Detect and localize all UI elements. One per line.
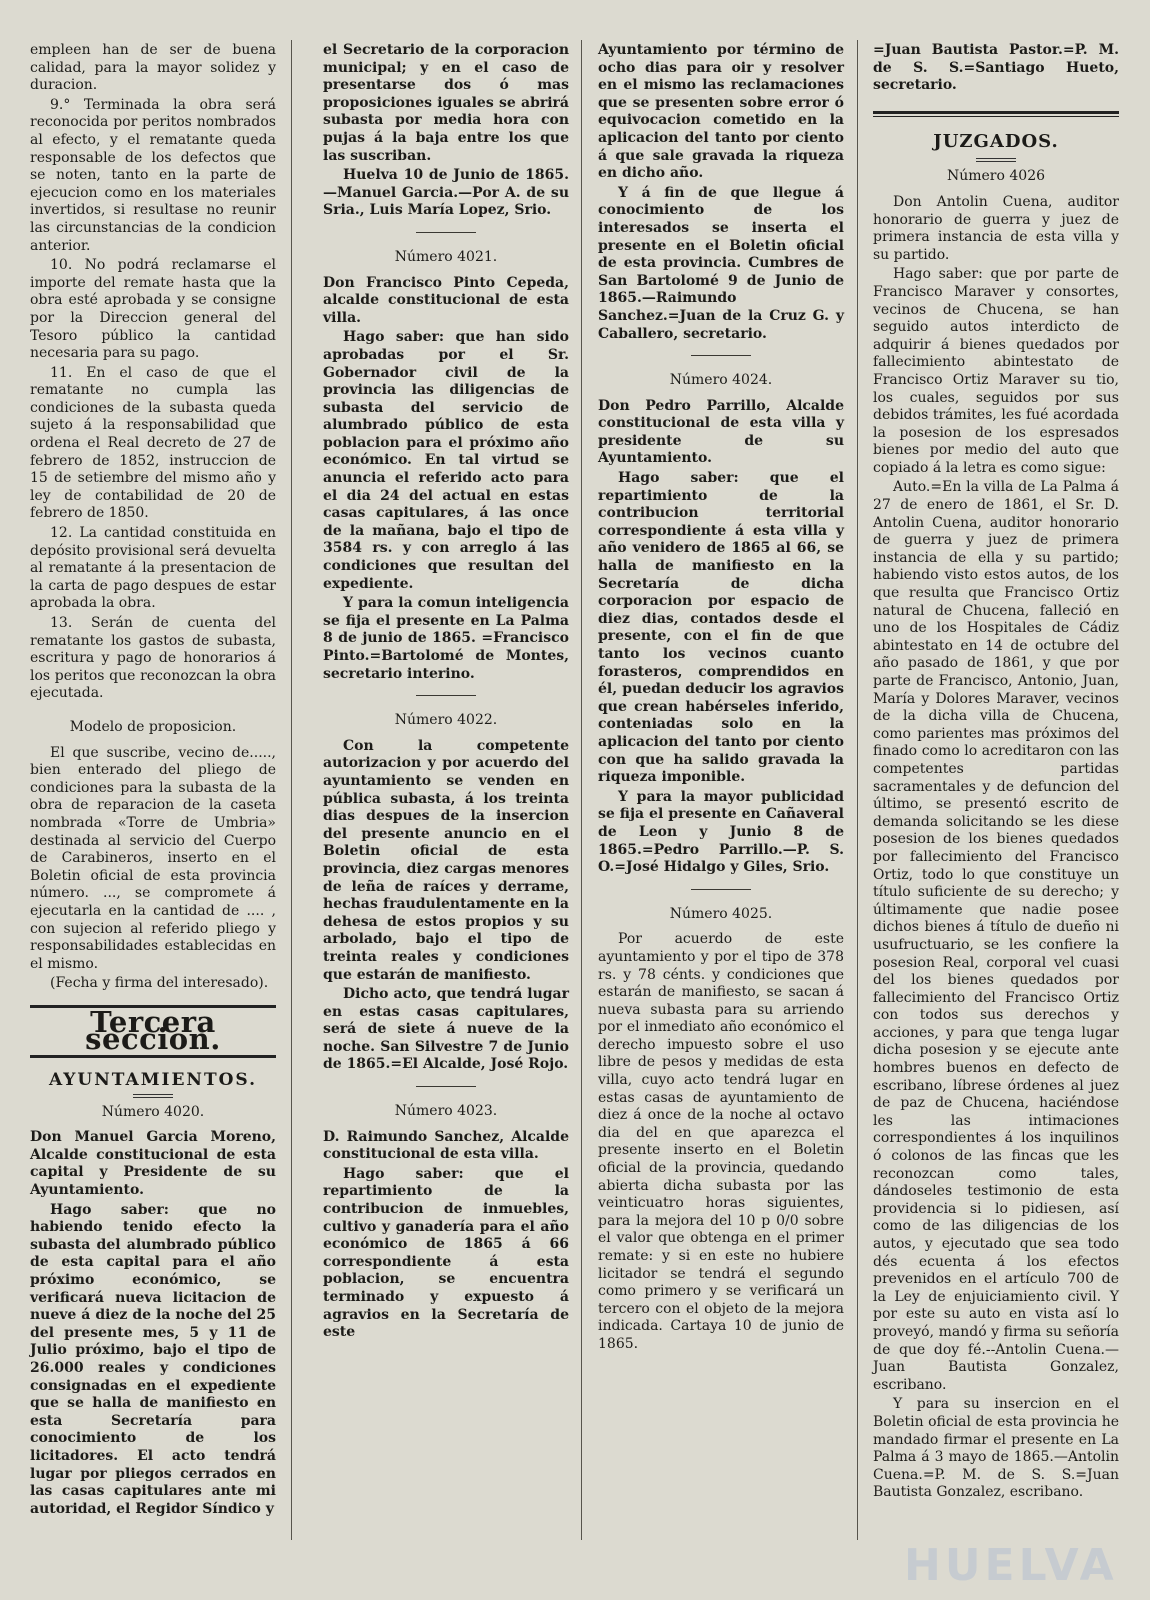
notice-number: Número 4024. — [669, 372, 773, 389]
paragraph: Dicho acto, que tendrá lugar en estas casas capitulares, será de siete á nueve de la noche. San Silvestre 7 de Junio de 1865.=El Alcalde, José Rojo. — [323, 986, 569, 1073]
divider — [873, 111, 1119, 117]
paragraph: 13. Serán de cuenta del rematante los gastos de subasta, escritura y pago de honorarios á los peritos que reconozcan la obra ejecutada. — [30, 615, 276, 702]
paragraph: Ayuntamiento por término de ocho dias para oir y resolver en el mismo las reclamaciones que se presenten sobre error ó equivocacion cometido en la aplicacion del tanto por ciento á que sale gravada la riqueza en dicho año. — [598, 42, 844, 182]
paragraph: Hago saber: que el repartimiento de la contribucion de inmuebles, cultivo y ganadería para el año económico de 1865 á 66 correspondiente á esta poblacion, se encuentra terminado y expuesto á agravios en la Secretaría de este — [323, 1165, 569, 1341]
paragraph: Y para su insercion en el Boletin oficial de esta provincia he mandado firmar el presente en La Palma á 3 mayo de 1865.—Antolin Cuena.=P. M. de S. S.=Juan Bautista Gonzalez, escribano. — [873, 1396, 1119, 1501]
column-divider — [291, 40, 292, 1540]
paragraph: El que suscribe, vecino de....., bien enterado del pliego de condiciones para la subasta de la obra de reparacion de la caseta nombrada «Torre de Umbria» destinada al servicio del Cuerpo de Carabineros, inserto en el Boletin oficial de esta provincia número. ..., se compromete á ejecutarla en la cantidad de .... , con sujecion al referido pliego y responsabilidades establecidas en el mismo. — [30, 744, 276, 972]
paragraph: Por acuerdo de este ayuntamiento y por el tipo de 378 rs. y 78 cénts. y condiciones que estarán de manifiesto, se sacan á nueva subasta para su arriendo por el inmediato año económico el derecho impuesto sobre el uso libre de pesos y medidas de esta villa, cuyo acto tendrá lugar en estas casas de ayuntamiento de diez á once de la noche al octavo dia del en que aparezca el presente inserto en el Boletin oficial de la provincia, quedando abierta dicha subasta por las veinticuatro horas siguientes, para la mejora del 10 p 0/0 sobre el valor que obtenga en el primer remate: y si en este no hubiere licitador se tendrá el segundo como primero y se verificará un tercero con el objeto de la mejora indicada. Cartaya 10 de junio de 1865. — [598, 931, 844, 1352]
divider — [416, 695, 476, 696]
paragraph: Y para la comun inteligencia se fija el presente en La Palma 8 de junio de 1865. =Francisco Pinto.=Bartolomé de Montes, secretario interino. — [323, 595, 569, 682]
notice-number: Número 4022. — [394, 712, 498, 729]
notice-heading: Don Francisco Pinto Cepeda, alcalde constitucional de esta villa. — [323, 274, 569, 326]
notice-number: Número 4025. — [669, 905, 773, 922]
paragraph: =Juan Bautista Pastor.=P. M. de S. S.=Santiago Hueto, secretario. — [873, 42, 1119, 94]
paragraph: Hago saber: que han sido aprobadas por el Sr. Gobernador civil de la provincia las diligencias de subasta del servicio de alumbrado público de esta poblacion para el próximo año económico. En tal virtud se anuncia el referido acto para el dia 24 del actual en estas casas capitulares, á las once de la mañana, bajo el tipo de 3584 rs. y con arreglo á las condiciones que resultan del expediente. — [323, 329, 569, 592]
archive-watermark: HUELVA — [904, 1540, 1118, 1591]
paragraph: Auto.=En la villa de La Palma á 27 de enero de 1861, el Sr. D. Antolin Cuena, auditor honorario de guerra y juez de primera instancia de ella y su partido; habiendo visto estos autos, de los que resulta que Francisco Ortiz natural de Chucena, falleció en uno de los Hospitales de Cádiz abintestato en 14 de octubre del año pasado de 1861, y que por parte de Francisco, Antonio, Juan, María y Dolores Maraver, vecinos de la dicha villa de Chucena, como parientes mas próximos del finado como lo acreditaron con las competentes partidas sacramentales y de defuncion del último, se presentó escrito de demanda solicitando se les diese posesion de los bienes quedados por fallecimiento del Francisco Ortiz, todo lo que constituye un título suficiente de su derecho; y últimamente que nadie posee dichos bienes á título de dueño ni usufructuario, se les confiere la posesion Real, corporal vel cuasi del los bienes quedados por fallecimiento del Francisco Ortiz con todos sus derechos y acciones, y para que tenga lugar dicha posesion y se ejecute ante hombres buenos en defecto de escribano, líbrese órdenes al juez de paz de Chucena, haciéndose les las intimaciones correspondientes á los inquilinos ó colonos de las fincas que les reconozcan como tales, dándoseles testimonio de esta providencia si lo pidiesen, así como de las diligencias de los autos, y ejecutado que sea todo dés ecuenta á los efectos prevenidos en el artículo 700 de la Ley de enjuiciamiento civil. Y por este su auto en vista así lo proveyó, mandó y firma su señoría de que doy fé.--Antolin Cuena.—Juan Bautista Gonzalez, escribano. — [873, 479, 1119, 1393]
paragraph: Hago saber: que el repartimiento de la contribucion territorial correspondiente á esta villa y año venidero de 1865 al 66, se halla de manifiesto en la Secretaría de dicha corporacion por espacio de diez dias, contados desde el presente, con el fin de que tanto los vecinos cuanto forasteros, comprendidos en él, puedan deducir los agravios que crean habérseles inferido, conteniadas solo en la aplicacion del tanto por ciento con que ha salido gravada la riqueza imponible. — [598, 470, 844, 786]
subsection-heading: JUZGADOS. — [933, 130, 1059, 152]
model-title: Modelo de proposicion. — [69, 718, 237, 735]
paragraph: 11. En el caso de que el rematante no cumpla las condiciones de la subasta queda sujeto á la responsabilidad que ordena el Real decreto de 27 de febrero de 1852, instruccion de 15 de setiembre del mismo año y ley de contabilidad de 20 de febrero de 1850. — [30, 364, 276, 522]
divider — [691, 355, 751, 356]
divider — [416, 232, 476, 233]
divider — [691, 889, 751, 890]
notice-number: Número 4020. — [101, 1103, 205, 1120]
paragraph: empleen han de ser de buena calidad, para la mayor solidez y duracion. — [30, 42, 276, 94]
column-2 — [323, 42, 569, 1344]
paragraph: Y á fin de que llegue á conocimiento de los interesados se inserta el presente en el Boletin oficial de esta provincia. Cumbres de San Bartolomé 9 de Junio de 1865.—Raimundo Sanchez.=Juan de la Cruz G. y Caballero, secretario. — [598, 184, 844, 342]
subsection-heading: AYUNTAMIENTOS. — [48, 1070, 258, 1091]
paragraph: Hago saber: que por parte de Francisco Maraver y consortes, vecinos de Chucena, se han seguido autos interdicto de adquirir á bienes quedados por fallecimiento abintestato de Francisco Ortiz Maraver su tio, los cuales, seguidos por sus debidos trámites, les fué acordada la posesion de los espresados bienes por medio del auto que copiado á la letra es como sigue: — [873, 266, 1119, 476]
column-divider — [857, 40, 858, 1540]
notice-heading: Don Manuel Garcia Moreno, Alcalde constitucional de esta capital y Presidente de su Ayuntamiento. — [30, 1129, 276, 1199]
paragraph: Y para la mayor publicidad se fija el presente en Cañaveral de Leon y Junio 8 de 1865.=Pedro Parrillo.—P. S. O.=José Hidalgo y Giles, Srio. — [598, 788, 844, 876]
column-divider — [581, 40, 582, 1540]
paragraph: Con la competente autorizacion y por acuerdo del ayuntamiento se venden en pública subasta, á los treinta dias despues de la insercion del presente anuncio en el Boletin oficial de esta provincia, diez cargas menores de leña de raíces y derrame, hechas fraudulentamente en la dehesa de estos propios y su arbolado, bajo el tipo de treinta reales y condiciones que estarán de manifiesto. — [323, 737, 569, 983]
notice-heading: D. Raimundo Sanchez, Alcalde constitucional de esta villa. — [323, 1128, 569, 1163]
paragraph: Hago saber: que no habiendo tenido efecto la subasta del alumbrado público de esta capital para el año próximo económico, se verificará nueva licitacion de nueve á diez de la noche del 25 del presente mes, 5 y 11 de Julio próximo, bajo el tipo de 26.000 reales y condiciones consignadas en el expediente que se halla de manifiesto en esta Secretaría para conocimiento de los licitadores. El acto tendrá lugar por pliegos cerrados en las casas capitulares ante mi autoridad, el Regidor Síndico y — [30, 1201, 276, 1517]
column-3 — [598, 42, 844, 1356]
column-4 — [873, 42, 1119, 1504]
divider — [976, 158, 1016, 162]
notice-heading: Don Pedro Parrillo, Alcalde constitucional de esta villa y presidente de su Ayuntamiento. — [598, 397, 844, 467]
divider — [416, 1086, 476, 1087]
paragraph: 9.° Terminada la obra será reconocida por peritos nombrados al efecto, y el rematante queda responsable de los defectos que se noten, tanto en la parte de ejecucion como en los materiales invertidos, si resultase no reunir las circunstancias de la condicion anterior. — [30, 96, 276, 254]
signature-line: (Fecha y firma del interesado). — [50, 975, 269, 992]
paragraph: 12. La cantidad constituida en depósito provisional será devuelta al rematante á la presentacion de la carta de pago despues de estar aprobada la obra. — [30, 525, 276, 612]
column-1 — [30, 42, 276, 1520]
paragraph: 10. No podrá reclamarse el importe del remate hasta que la obra esté aprobada y se consigne por la Direccion general del Tesoro público la cantidad necesaria para su pago. — [30, 257, 276, 362]
notice-heading: Don Antolin Cuena, auditor honorario de guerra y juez de primera instancia de esta villa y su partido. — [873, 193, 1119, 263]
paragraph: Huelva 10 de Junio de 1865.—Manuel Garcia.—Por A. de su Sria., Luis María Lopez, Srio. — [323, 167, 569, 219]
notice-number: Número 4026 — [946, 168, 1046, 185]
divider — [133, 1094, 173, 1098]
section-heading: Tercera seccion. — [30, 1005, 276, 1058]
paragraph: el Secretario de la corporacion municipal; y en el caso de presentarse dos ó mas proposiciones iguales se abrirá subasta por media hora con pujas á la baja entre los que las suscriban. — [323, 42, 569, 164]
notice-number: Número 4021. — [394, 248, 498, 265]
notice-number: Número 4023. — [394, 1103, 498, 1120]
